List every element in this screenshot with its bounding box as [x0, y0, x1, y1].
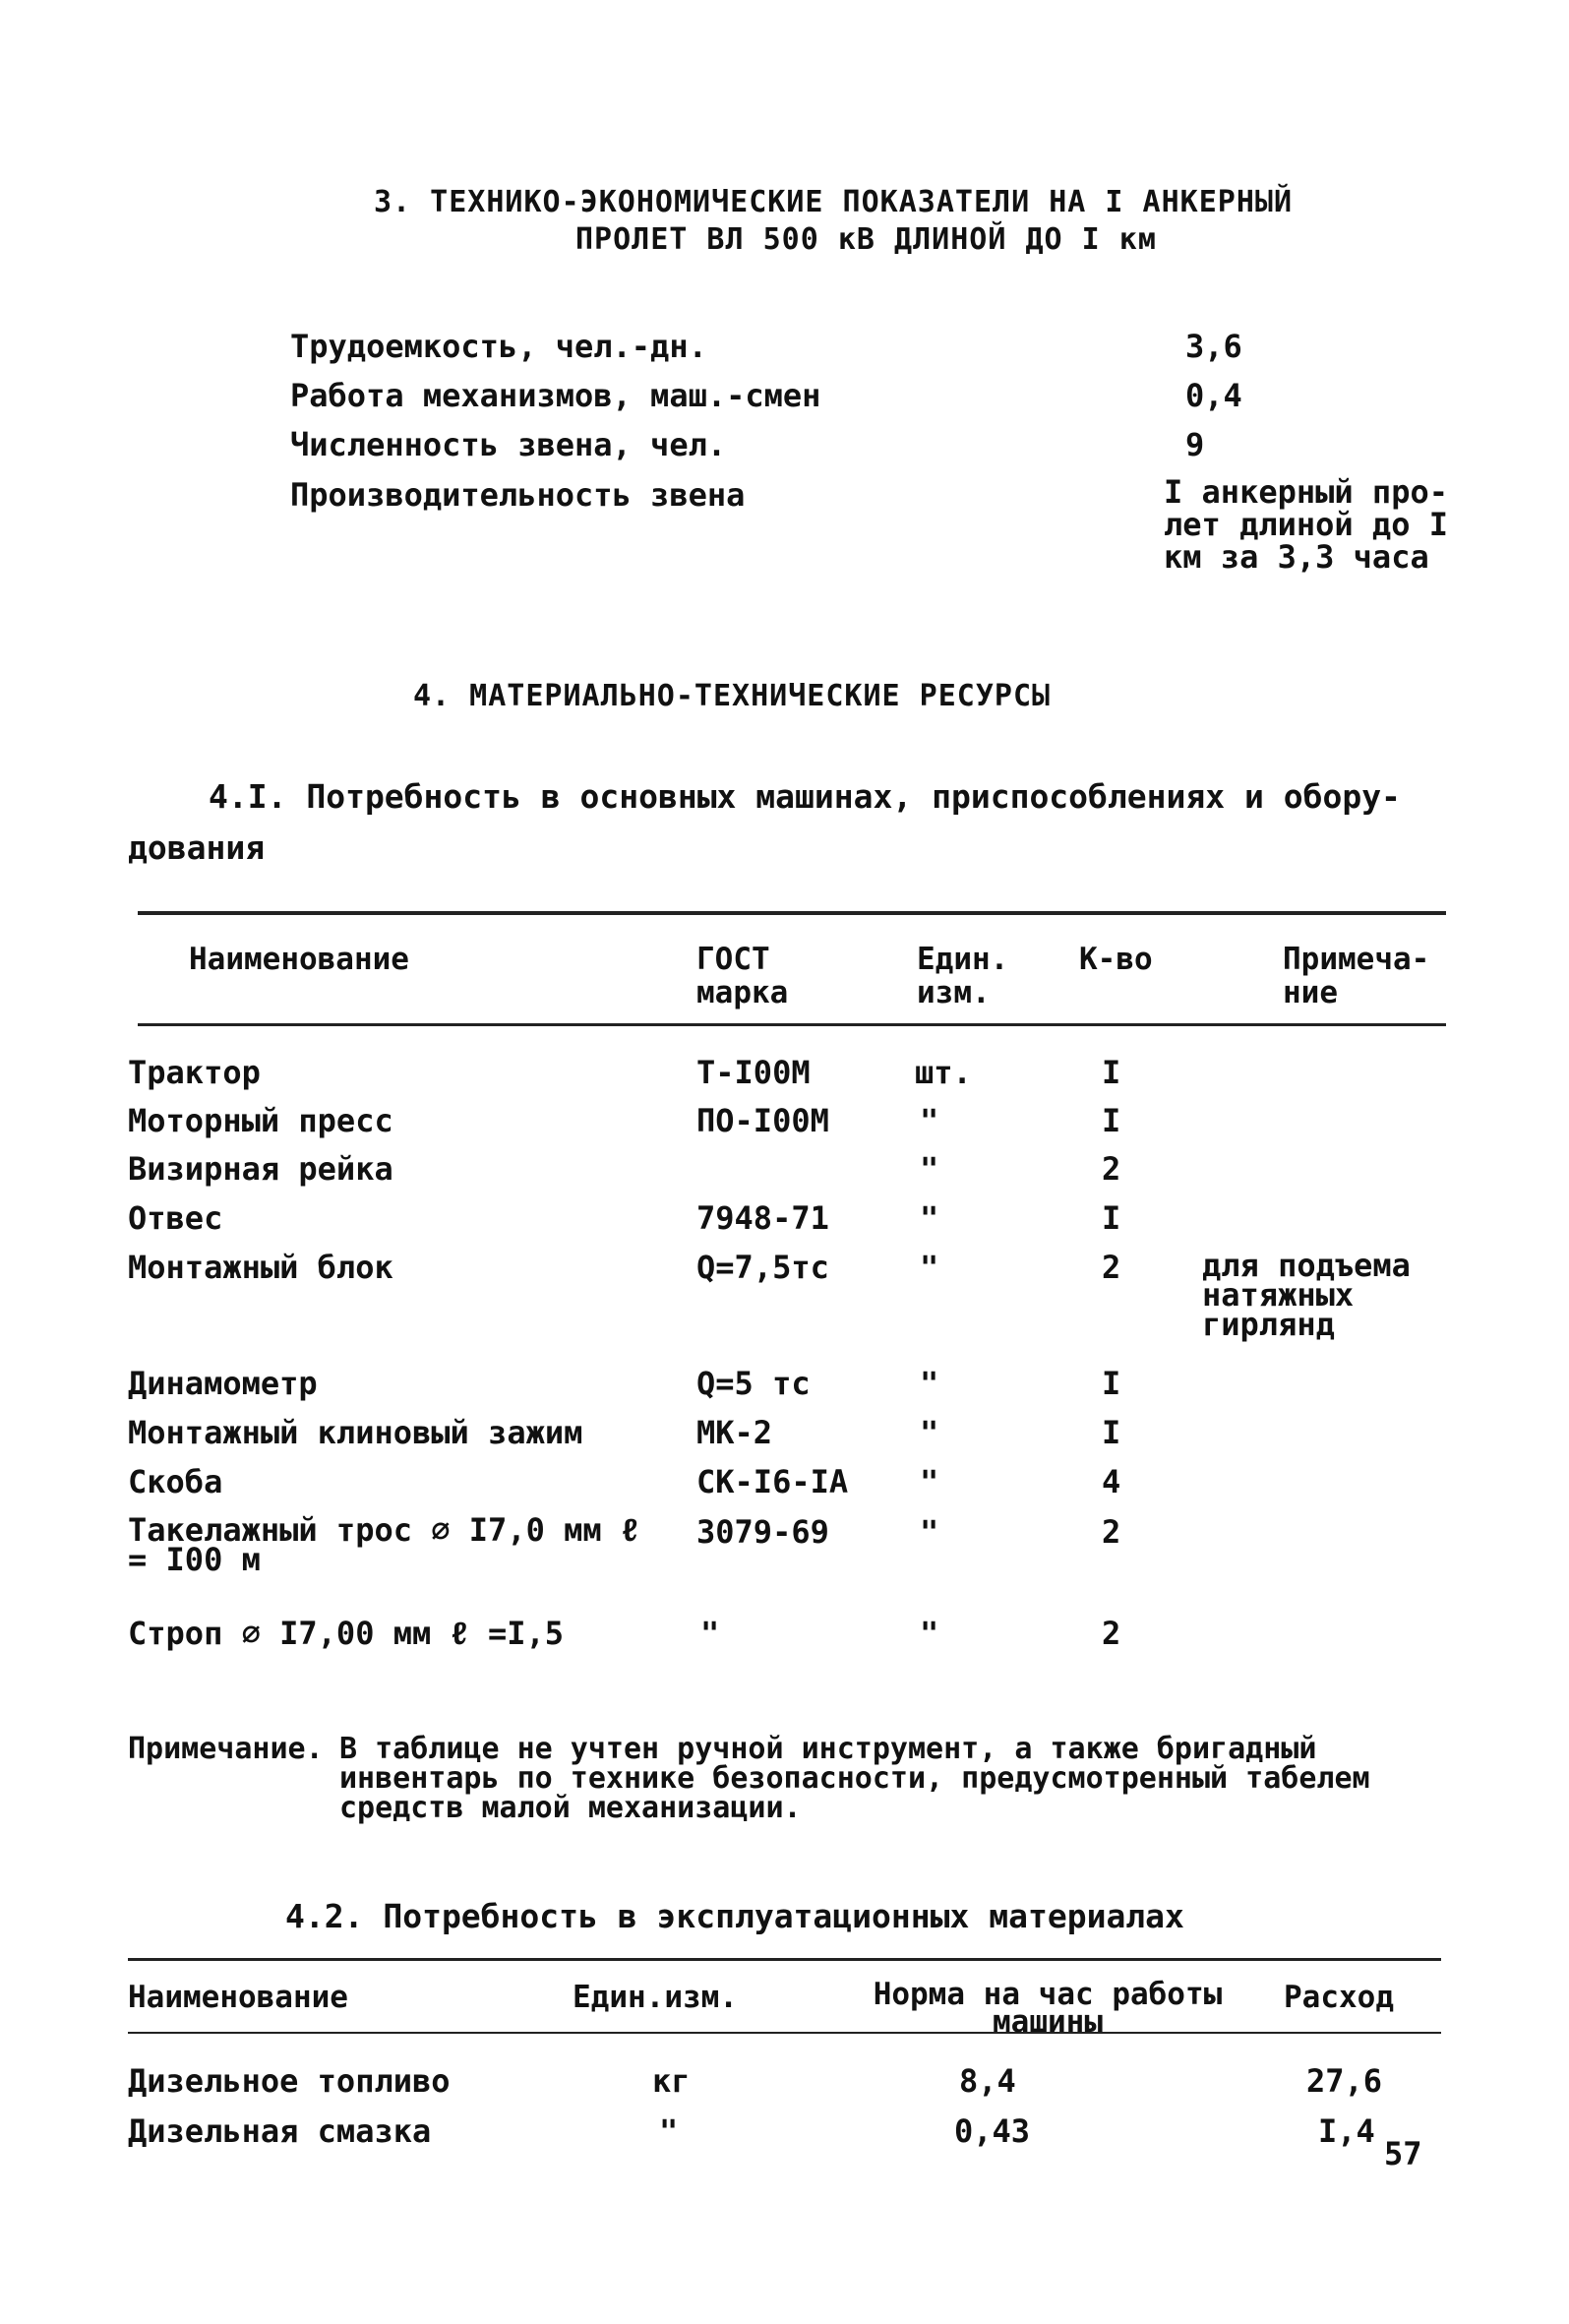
- subsection-4-1-line1: 4.I. Потребность в основных машинах, приспособлениях и обору-: [209, 777, 1401, 816]
- cell-qty: I: [1102, 1365, 1121, 1402]
- subsection-4-2: 4.2. Потребность в эксплуатационных материалах: [285, 1897, 1184, 1935]
- cell-unit: ": [920, 1249, 939, 1286]
- cell-gost: СК-I6-IА: [696, 1463, 849, 1500]
- table2-header-use: Расход: [1284, 1980, 1394, 2015]
- cell-qty: 2: [1102, 1615, 1121, 1652]
- table2-header-norm: Норма на час работы машины: [873, 1977, 1223, 2040]
- cell-name: Монтажный клиновый зажим: [128, 1414, 583, 1451]
- cell-unit: ": [920, 1150, 939, 1188]
- cell-name: Строп ∅ I7,00 мм ℓ =I,5: [128, 1615, 565, 1652]
- cell-qty: I: [1102, 1054, 1121, 1091]
- table1-header-note: Примеча-ние: [1283, 942, 1430, 1010]
- cell-name: Такелажный трос ∅ I7,0 мм ℓ = I00 м: [128, 1511, 640, 1578]
- indicator-value: 0,4: [1185, 377, 1242, 414]
- cell-qty: 2: [1102, 1513, 1121, 1551]
- cell-norm: 0,43: [954, 2112, 1031, 2150]
- table1-header-rule: [138, 1023, 1446, 1026]
- cell-unit: ": [920, 1102, 939, 1139]
- section3-title-line2: ПРОЛЕТ ВЛ 500 кВ ДЛИНОЙ ДО I км: [575, 222, 1157, 257]
- table2-top-rule: [128, 1958, 1441, 1961]
- cell-gost: 3079-69: [696, 1513, 829, 1551]
- cell-name: Визирная рейка: [128, 1150, 393, 1188]
- indicator-value: 3,6: [1185, 328, 1242, 365]
- indicator-label: Трудоемкость, чел.-дн.: [290, 328, 707, 365]
- cell-gost: Q=5 тс: [696, 1365, 811, 1402]
- section3-title-line1: 3. ТЕХНИКО-ЭКОНОМИЧЕСКИЕ ПОКАЗАТЕЛИ НА I АНКЕРНЫЙ: [374, 185, 1294, 219]
- cell-gost: МК-2: [696, 1414, 773, 1451]
- cell-unit: ": [920, 1463, 939, 1500]
- table1-top-rule: [138, 911, 1446, 915]
- table1-header-qty: К-во: [1079, 942, 1153, 977]
- table1-header-gost: ГОСТ марка: [696, 942, 789, 1010]
- section4-title: 4. МАТЕРИАЛЬНО-ТЕХНИЧЕСКИЕ РЕСУРСЫ: [413, 679, 1052, 713]
- cell-unit: ": [659, 2112, 679, 2150]
- indicator-label: Производительность звена: [290, 476, 746, 514]
- cell-unit: ": [920, 1365, 939, 1402]
- cell-note: для подъема натяжных гирлянд: [1202, 1247, 1411, 1343]
- cell-name: Моторный пресс: [128, 1102, 393, 1139]
- page-number: 57: [1384, 2135, 1422, 2172]
- cell-gost: 7948-71: [696, 1199, 829, 1237]
- subsection-4-1-line2: дования: [128, 828, 266, 867]
- cell-use: 27,6: [1306, 2062, 1383, 2100]
- indicator-label: Численность звена, чел.: [290, 426, 727, 463]
- cell-use: I,4: [1318, 2112, 1375, 2150]
- indicator-value: 9: [1185, 426, 1205, 463]
- cell-name: Дизельная смазка: [128, 2112, 432, 2150]
- cell-unit: ": [920, 1414, 939, 1451]
- indicator-value: I анкерный про-лет длиной до I км за 3,3 часа: [1164, 473, 1448, 576]
- table1-header-unit: Един. изм.: [917, 942, 1009, 1010]
- cell-unit: шт.: [915, 1054, 972, 1091]
- cell-norm: 8,4: [959, 2062, 1016, 2100]
- table1-header-name: Наименование: [189, 942, 409, 977]
- cell-unit: ": [920, 1615, 939, 1652]
- cell-qty: 2: [1102, 1150, 1121, 1188]
- cell-gost: Q=7,5тс: [696, 1249, 829, 1286]
- indicator-label: Работа механизмов, маш.-смен: [290, 377, 821, 414]
- cell-qty: 4: [1102, 1463, 1121, 1500]
- cell-qty: I: [1102, 1102, 1121, 1139]
- cell-name: Отвес: [128, 1199, 223, 1237]
- cell-name: Динамометр: [128, 1365, 318, 1402]
- cell-name: Трактор: [128, 1054, 261, 1091]
- cell-gost: ПО-I00М: [696, 1102, 829, 1139]
- note-label: Примечание.: [128, 1732, 324, 1766]
- cell-gost: Т-I00М: [696, 1054, 811, 1091]
- cell-unit: ": [920, 1199, 939, 1237]
- cell-qty: I: [1102, 1199, 1121, 1237]
- cell-qty: I: [1102, 1414, 1121, 1451]
- cell-name: Скоба: [128, 1463, 223, 1500]
- cell-unit: ": [920, 1513, 939, 1551]
- cell-name: Монтажный блок: [128, 1249, 393, 1286]
- table2-header-unit: Един.изм.: [573, 1980, 738, 2015]
- cell-unit: кг: [652, 2062, 691, 2100]
- cell-name: Дизельное топливо: [128, 2062, 451, 2100]
- cell-gost: ": [700, 1615, 720, 1652]
- note-text: В таблице не учтен ручной инструмент, а также бригадный инвентарь по технике безопасности, предусмотренный табелем средств малой механизации.: [339, 1732, 1370, 1825]
- cell-qty: 2: [1102, 1249, 1121, 1286]
- table2-header-name: Наименование: [128, 1980, 348, 2015]
